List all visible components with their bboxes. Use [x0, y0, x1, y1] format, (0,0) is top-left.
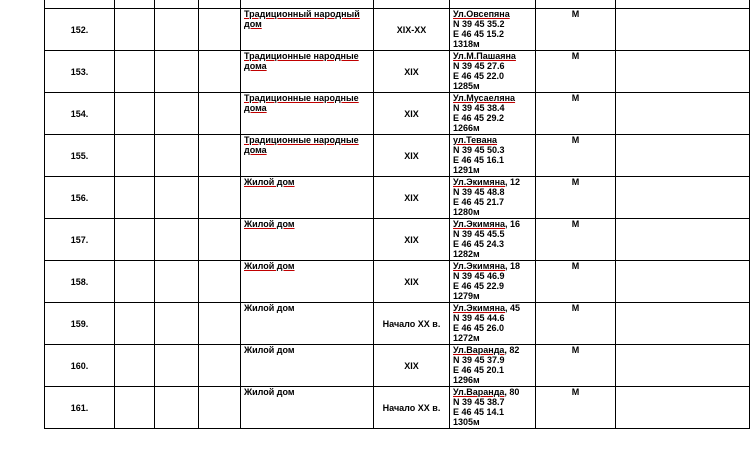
table-cell [199, 9, 241, 51]
table-row [45, 261, 750, 303]
category: M [536, 51, 616, 93]
table-cell [115, 9, 155, 51]
table-cell [199, 177, 241, 219]
table-cell [155, 219, 199, 261]
category: M [536, 387, 616, 429]
address [450, 93, 536, 135]
table-row-partial [45, 0, 750, 9]
latitude: N 39 45 38.4 [453, 103, 505, 113]
table-row [45, 219, 750, 261]
street: Ул.Варанда, 82 [453, 345, 520, 355]
address [450, 303, 536, 345]
table-cell [241, 0, 374, 9]
longitude: E 46 45 21.7 [453, 197, 505, 207]
row-number: 161. [45, 387, 115, 429]
table-cell [155, 177, 199, 219]
street: Ул.Овсепяна [453, 9, 510, 19]
table-cell [115, 0, 155, 9]
row-number: 156. [45, 177, 115, 219]
longitude: E 46 45 20.1 [453, 365, 505, 375]
period: XIX [374, 219, 450, 261]
altitude: 1280м [453, 207, 480, 217]
table-cell [199, 303, 241, 345]
category: M [536, 303, 616, 345]
address [450, 9, 536, 51]
table-cell [115, 219, 155, 261]
table-row [45, 51, 750, 93]
table-cell [155, 345, 199, 387]
table-cell [374, 0, 450, 9]
period: XIX-XX [374, 9, 450, 51]
table-cell [199, 93, 241, 135]
period: XIX [374, 177, 450, 219]
category: M [536, 345, 616, 387]
table-cell [155, 0, 199, 9]
category: M [536, 177, 616, 219]
table-cell [155, 303, 199, 345]
address [450, 387, 536, 429]
table-cell [155, 387, 199, 429]
latitude: N 39 45 37.9 [453, 355, 505, 365]
longitude: E 46 45 22.9 [453, 281, 505, 291]
latitude: N 39 45 50.3 [453, 145, 505, 155]
period: XIX [374, 135, 450, 177]
address [450, 51, 536, 93]
latitude: N 39 45 45.5 [453, 229, 505, 239]
street: Ул.М.Пашаяна [453, 51, 516, 61]
row-number: 159. [45, 303, 115, 345]
table-cell [115, 93, 155, 135]
table-cell [616, 135, 750, 177]
table-cell [616, 261, 750, 303]
street: Ул.Варанда, 80 [453, 387, 520, 397]
category: M [536, 9, 616, 51]
address [450, 177, 536, 219]
table-cell [199, 387, 241, 429]
table-cell [199, 219, 241, 261]
object-name: Жилой дом [241, 345, 374, 387]
address [450, 135, 536, 177]
object-name: Традиционные народные дома [241, 93, 374, 135]
table-cell [115, 51, 155, 93]
longitude: E 46 45 24.3 [453, 239, 505, 249]
table-row [45, 93, 750, 135]
category: M [536, 93, 616, 135]
altitude: 1291м [453, 165, 480, 175]
latitude: N 39 45 27.6 [453, 61, 505, 71]
latitude: N 39 45 38.7 [453, 397, 505, 407]
table-body [45, 0, 750, 429]
object-name: Жилой дом [241, 303, 374, 345]
table-cell [199, 51, 241, 93]
table-row [45, 345, 750, 387]
street: ул.Тевана [453, 135, 498, 145]
street: Ул.Экимяна, 18 [453, 261, 521, 271]
table-cell [616, 303, 750, 345]
object-name: Жилой дом [241, 387, 374, 429]
row-number: 153. [45, 51, 115, 93]
object-name: Традиционный народный дом [241, 9, 374, 51]
period: XIX [374, 261, 450, 303]
altitude: 1266м [453, 123, 480, 133]
period: XIX [374, 51, 450, 93]
longitude: E 46 45 16.1 [453, 155, 505, 165]
table-cell [199, 135, 241, 177]
table-cell [616, 0, 750, 9]
category: M [536, 219, 616, 261]
table-cell [199, 345, 241, 387]
table-cell [115, 303, 155, 345]
street: Ул.Экимяна, 45 [453, 303, 521, 313]
period: Начало XX в. [374, 303, 450, 345]
table-row [45, 135, 750, 177]
object-name: Жилой дом [241, 219, 374, 261]
latitude: N 39 45 35.2 [453, 19, 505, 29]
address [450, 261, 536, 303]
latitude: N 39 45 48.8 [453, 187, 505, 197]
altitude: 1279м [453, 291, 480, 301]
table-row [45, 387, 750, 429]
object-name: Жилой дом [241, 261, 374, 303]
street: Ул.Экимяна, 12 [453, 177, 521, 187]
table-cell [616, 51, 750, 93]
table-cell [616, 93, 750, 135]
object-name: Жилой дом [241, 177, 374, 219]
category: M [536, 261, 616, 303]
table-cell [115, 177, 155, 219]
altitude: 1285м [453, 81, 480, 91]
table-cell [115, 135, 155, 177]
table-cell [155, 9, 199, 51]
table-cell [115, 345, 155, 387]
object-name: Традиционные народные дома [241, 135, 374, 177]
table-cell [155, 93, 199, 135]
table-cell [450, 0, 536, 9]
street: Ул.Экимяна, 16 [453, 219, 521, 229]
altitude: 1318м [453, 39, 480, 49]
altitude: 1282м [453, 249, 480, 259]
altitude: 1305м [453, 417, 480, 427]
altitude: 1272м [453, 333, 480, 343]
address [450, 345, 536, 387]
table-cell [115, 387, 155, 429]
latitude: N 39 45 44.6 [453, 313, 505, 323]
row-number: 158. [45, 261, 115, 303]
street: Ул.Мусаеляна [453, 93, 516, 103]
row-number: 155. [45, 135, 115, 177]
table-row [45, 177, 750, 219]
longitude: E 46 45 22.0 [453, 71, 505, 81]
table-cell [155, 135, 199, 177]
longitude: E 46 45 14.1 [453, 407, 505, 417]
table-cell [155, 51, 199, 93]
row-number: 154. [45, 93, 115, 135]
monuments-table [44, 0, 750, 429]
table-cell [45, 0, 115, 9]
period: XIX [374, 345, 450, 387]
table-cell [616, 177, 750, 219]
table-cell [536, 0, 616, 9]
object-name: Традиционные народные дома [241, 51, 374, 93]
longitude: E 46 45 15.2 [453, 29, 505, 39]
latitude: N 39 45 46.9 [453, 271, 505, 281]
longitude: E 46 45 26.0 [453, 323, 505, 333]
category: M [536, 135, 616, 177]
row-number: 157. [45, 219, 115, 261]
longitude: E 46 45 29.2 [453, 113, 505, 123]
row-number: 160. [45, 345, 115, 387]
table-row [45, 303, 750, 345]
table-cell [115, 261, 155, 303]
table-cell [616, 387, 750, 429]
table-cell [199, 261, 241, 303]
address [450, 219, 536, 261]
table-cell [616, 345, 750, 387]
period: Начало XX в. [374, 387, 450, 429]
row-number: 152. [45, 9, 115, 51]
table-cell [199, 0, 241, 9]
table-row [45, 9, 750, 51]
table-cell [616, 219, 750, 261]
table-cell [155, 261, 199, 303]
period: XIX [374, 93, 450, 135]
table-cell [616, 9, 750, 51]
altitude: 1296м [453, 375, 480, 385]
